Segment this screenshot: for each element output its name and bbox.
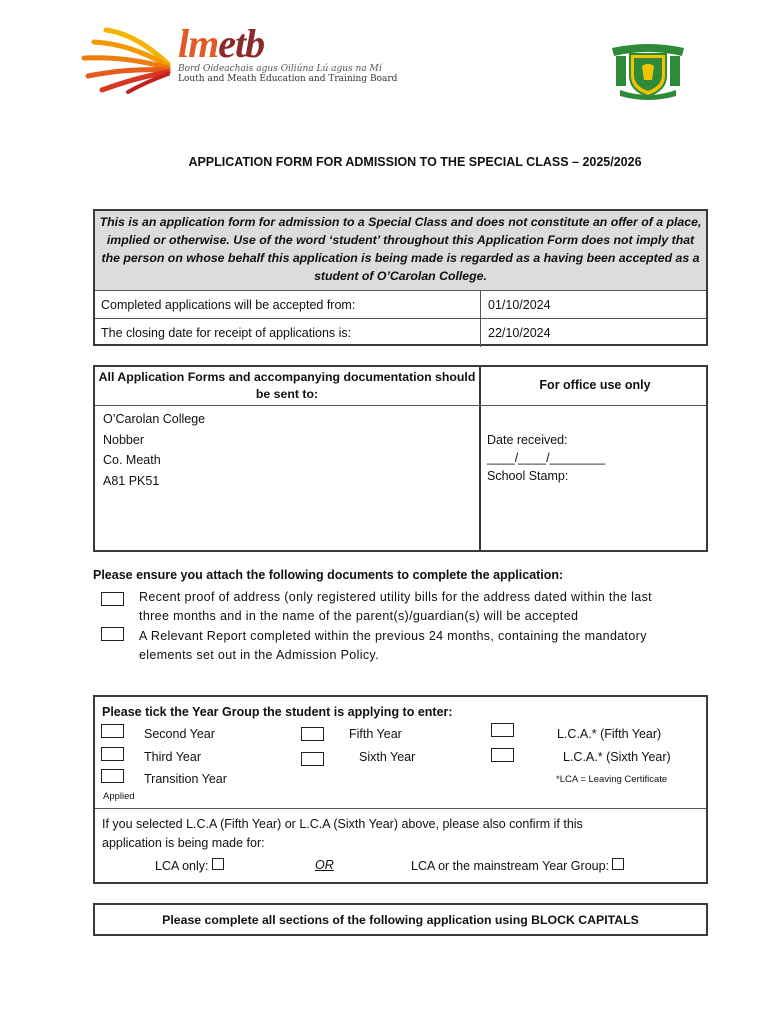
row-value: 22/10/2024 (488, 326, 551, 340)
fifth-year-checkbox[interactable] (301, 727, 324, 741)
doc-line: elements set out in the Admission Policy. (139, 648, 379, 662)
office-use-area (487, 431, 605, 485)
lca-sixth-year-label: L.C.A.* (Sixth Year) (563, 750, 671, 764)
logo-brand-left: lm (178, 21, 219, 66)
office-use-header: For office use only (539, 378, 651, 392)
sixth-year-checkbox[interactable] (301, 752, 324, 766)
lca-only-checkbox[interactable] (212, 858, 224, 870)
lca-sixth-year-checkbox[interactable] (491, 748, 514, 762)
logo-brand (178, 21, 397, 66)
fifth-year-label: Fifth Year (349, 727, 402, 741)
row-label: The closing date for receipt of applications is: (101, 326, 352, 340)
send-to-header: All Application Forms and accompanying documentation should be sent to: (98, 370, 476, 401)
lca-fifth-year-checkbox[interactable] (491, 723, 514, 737)
lca-mainstream-option (411, 858, 624, 873)
table-row (95, 319, 706, 347)
lca-fifth-year-label: L.C.A.* (Fifth Year) (557, 727, 662, 741)
header-divider (95, 405, 706, 406)
sunburst-logo-icon (76, 24, 176, 94)
logo-irish-name: Bord Oideachais agus Oiliúna Lú agus na Mí (178, 64, 382, 74)
lca-mainstream-label: LCA or the mainstream Year Group: (411, 859, 610, 873)
proof-of-address-text (139, 588, 652, 626)
postal-address (103, 409, 205, 491)
intro-table (93, 209, 708, 346)
block-capitals-notice: Please complete all sections of the following application using BLOCK CAPITALS (93, 903, 708, 936)
logo-text (178, 21, 398, 84)
relevant-report-checkbox[interactable] (101, 627, 124, 641)
documents-heading: Please ensure you attach the following documents to complete the application: (93, 568, 564, 582)
doc-line: Recent proof of address (only registered utility bills for the address dated within the last (139, 590, 653, 604)
year-group-heading: Please tick the Year Group the student is applying to enter: (102, 705, 453, 719)
column-divider (479, 367, 481, 550)
doc-line: A Relevant Report completed within the previous 24 months, containing the mandatory (139, 629, 647, 643)
confirm-line: If you selected L.C.A (Fifth Year) or L.C.A (Sixth Year) above, please also confirm if this (102, 817, 583, 831)
or-label: OR (315, 858, 334, 872)
third-year-checkbox[interactable] (101, 747, 124, 761)
row-value: 01/10/2024 (488, 298, 551, 312)
logo-brand-right: etb (218, 21, 265, 66)
row-divider (480, 291, 481, 318)
address-line: Co. Meath (103, 453, 161, 467)
lca-footnote: *LCA = Leaving Certificate (556, 774, 668, 785)
address-line: Nobber (103, 432, 144, 447)
proof-of-address-checkbox[interactable] (101, 592, 124, 606)
confirm-line: application is being made for: (102, 836, 265, 850)
second-year-label: Second Year (144, 727, 215, 741)
lca-mainstream-checkbox[interactable] (612, 858, 624, 870)
third-year-label: Third Year (144, 750, 201, 764)
date-received-field[interactable]: ____/____/________ (487, 451, 606, 465)
college-crest (606, 42, 690, 100)
relevant-report-text (139, 627, 647, 665)
lca-confirm-text (102, 815, 583, 853)
address-line: A81 PK51 (103, 473, 160, 488)
row-label: Completed applications will be accepted from: (101, 298, 356, 312)
section-divider (95, 808, 706, 809)
send-to-table (93, 365, 708, 552)
year-group-table (93, 695, 708, 884)
page-title: APPLICATION FORM FOR ADMISSION TO THE SPECIAL CLASS – 2025/2026 (188, 155, 642, 169)
address-line: O’Carolan College (103, 412, 206, 426)
lca-only-label: LCA only: (155, 859, 209, 873)
second-year-checkbox[interactable] (101, 724, 124, 738)
transition-year-checkbox[interactable] (101, 769, 124, 783)
logo-english-name: Louth and Meath Education and Training Board (178, 74, 398, 84)
transition-year-label: Transition Year (144, 772, 227, 786)
sixth-year-label: Sixth Year (359, 750, 416, 764)
row-divider (480, 319, 481, 347)
intro-notice: This is an application form for admission to a Special Class and does not constitute an offer of a place, implied or otherwise. Use of the word ‘student’ throughout this Application Form does not imply that the person on whose behalf this application is being made is regarded as a having been accepted as a student of O’Carolan College. (95, 211, 706, 291)
crest-icon (606, 42, 690, 100)
applied-note: Applied (103, 791, 135, 802)
date-received-label: Date received: (487, 433, 568, 447)
doc-line: three months and in the name of the parent(s)/guardian(s) will be accepted (139, 609, 579, 623)
table-row (95, 291, 706, 319)
lca-only-option (155, 858, 224, 873)
school-stamp-label: School Stamp: (487, 469, 569, 483)
